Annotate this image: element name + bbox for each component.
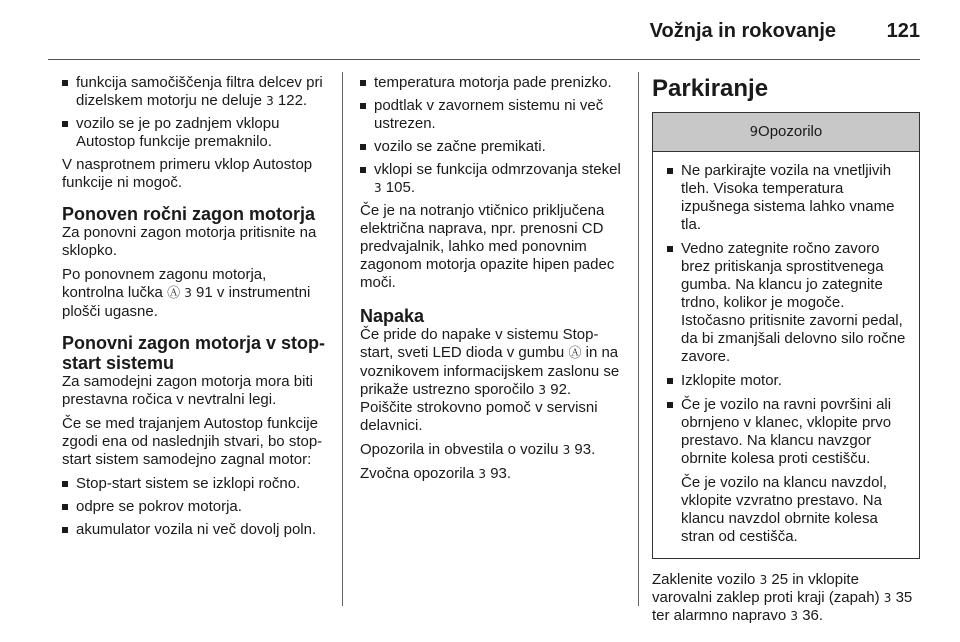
heading-stop-start-restart: Ponovni zagon motorja v stop-start sistemu bbox=[62, 333, 326, 373]
list-item: Ne parkirajte vozila na vnetljivih tleh. Visoka temperatura izpušnega sistema lahko vname tla. bbox=[667, 162, 911, 234]
list-item: odpre se pokrov motorja. bbox=[62, 498, 326, 516]
paragraph: Za samodejni zagon motorja mora biti prestavna ročica v nevtralni legi. bbox=[62, 373, 313, 408]
restart-conditions-list-cont bbox=[360, 74, 626, 197]
warning-list bbox=[667, 162, 911, 546]
heading-parking: Parkiranje bbox=[652, 75, 769, 102]
page-ref-icon: 3 bbox=[266, 94, 274, 108]
page-ref-icon: 3 bbox=[478, 467, 487, 481]
page-ref-icon: 3 bbox=[883, 591, 892, 605]
column-divider bbox=[342, 72, 343, 606]
paragraph: Po ponovnem zagonu motorja, kontrolna lučka Ⓐ 3 91 v instrumentni plošči ugasne. bbox=[62, 266, 311, 320]
paragraph: Za ponovni zagon motorja pritisnite na sklopko. bbox=[62, 224, 317, 259]
column-middle bbox=[360, 74, 626, 489]
section-title: Vožnja in rokovanje bbox=[649, 20, 836, 42]
column-left bbox=[62, 74, 326, 544]
list-item: Vedno zategnite ročno zavoro brez pritiskanja sprostitvenega gumba. Na klancu jo zategnite trdno, kolikor je mogoče. Istočasno pritisnite zavorni pedal, da bi zmanjšali delovno silo ročne zavore. bbox=[667, 240, 911, 366]
list-item: Stop-start sistem se izklopi ročno. bbox=[62, 475, 326, 493]
paragraph: Če se med trajanjem Autostop funkcije zgodi ena od naslednjih stvari, bo stop-start sistem samodejno zagnal motor: bbox=[62, 415, 323, 468]
page-ref-icon: 3 bbox=[759, 573, 768, 587]
list-item: Če je vozilo na ravni površini ali obrnjeno v klanec, vklopite prvo prestavo. Na klancu navzgor obrnite kolesa proti cestišču. Če je vozilo na klancu navzdol, vklopite vzvratno prestavo. Na klancu navzdol obrnite kolesa stran od cestišča. bbox=[667, 396, 911, 546]
heading-fault: Napaka bbox=[360, 306, 425, 326]
paragraph: Opozorila in obvestila o vozilu 3 93. bbox=[360, 441, 596, 458]
list-item: podtlak v zavornem sistemu ni več ustrezen. bbox=[360, 97, 626, 133]
warning-label: Opozorilo bbox=[758, 123, 823, 140]
autostop-button-icon: Ⓐ bbox=[568, 346, 582, 361]
list-item: akumulator vozila ni več dovolj poln. bbox=[62, 521, 326, 539]
list-item: vozilo se je po zadnjem vklopu Autostop funkcije premaknilo. bbox=[62, 115, 326, 151]
warning-body bbox=[653, 152, 919, 558]
paragraph: Če pride do napake v sistemu Stop-start, sveti LED dioda v gumbu Ⓐ in na voznikovem informacijskem zaslonu se prikaže ustrezno sporočilo 3 92. Poiščite strokovno pomoč v servisni delavnici. bbox=[360, 326, 620, 434]
list-item: funkcija samočiščenja filtra delcev pri dizelskem motorju ne deluje 3 122. bbox=[62, 74, 326, 110]
page-ref-icon: 3 bbox=[184, 286, 192, 300]
page-ref-icon: 3 bbox=[374, 181, 382, 195]
list-item: Izklopite motor. bbox=[667, 372, 911, 390]
page-number: 121 bbox=[886, 20, 920, 42]
list-item: vozilo se začne premikati. bbox=[360, 138, 626, 156]
list-item: temperatura motorja pade prenizko. bbox=[360, 74, 626, 92]
paragraph: Če je na notranjo vtičnico priključena električna naprava, npr. prenosni CD predvajalnik, lahko med ponovnim zagonom motorja opazite hipen padec moči. bbox=[360, 202, 615, 291]
heading-manual-restart: Ponoven ročni zagon motorja bbox=[62, 204, 316, 224]
paragraph: Zaklenite vozilo 3 25 in vklopite varovalni zaklep proti kraji (zapah) 3 35 ter alarmno napravo 3 36. bbox=[652, 571, 913, 624]
warning-icon: 9 bbox=[749, 125, 759, 140]
autostop-indicator-icon: Ⓐ bbox=[167, 286, 181, 301]
page-header bbox=[0, 0, 960, 58]
warning-header bbox=[653, 113, 919, 152]
column-right bbox=[652, 74, 920, 631]
column-divider bbox=[638, 72, 639, 606]
page-ref-icon: 3 bbox=[790, 609, 799, 623]
condition-list bbox=[62, 74, 326, 151]
paragraph: Zvočna opozorila 3 93. bbox=[360, 465, 512, 482]
paragraph: V nasprotnem primeru vklop Autostop funkcije ni mogoč. bbox=[62, 156, 313, 191]
warning-box bbox=[652, 112, 920, 559]
page-ref-icon: 3 bbox=[562, 443, 571, 457]
page-ref-icon: 3 bbox=[538, 383, 547, 397]
header-rule bbox=[48, 59, 920, 60]
restart-conditions-list bbox=[62, 475, 326, 539]
list-item: vklopi se funkcija odmrzovanja stekel 3 105. bbox=[360, 161, 626, 197]
